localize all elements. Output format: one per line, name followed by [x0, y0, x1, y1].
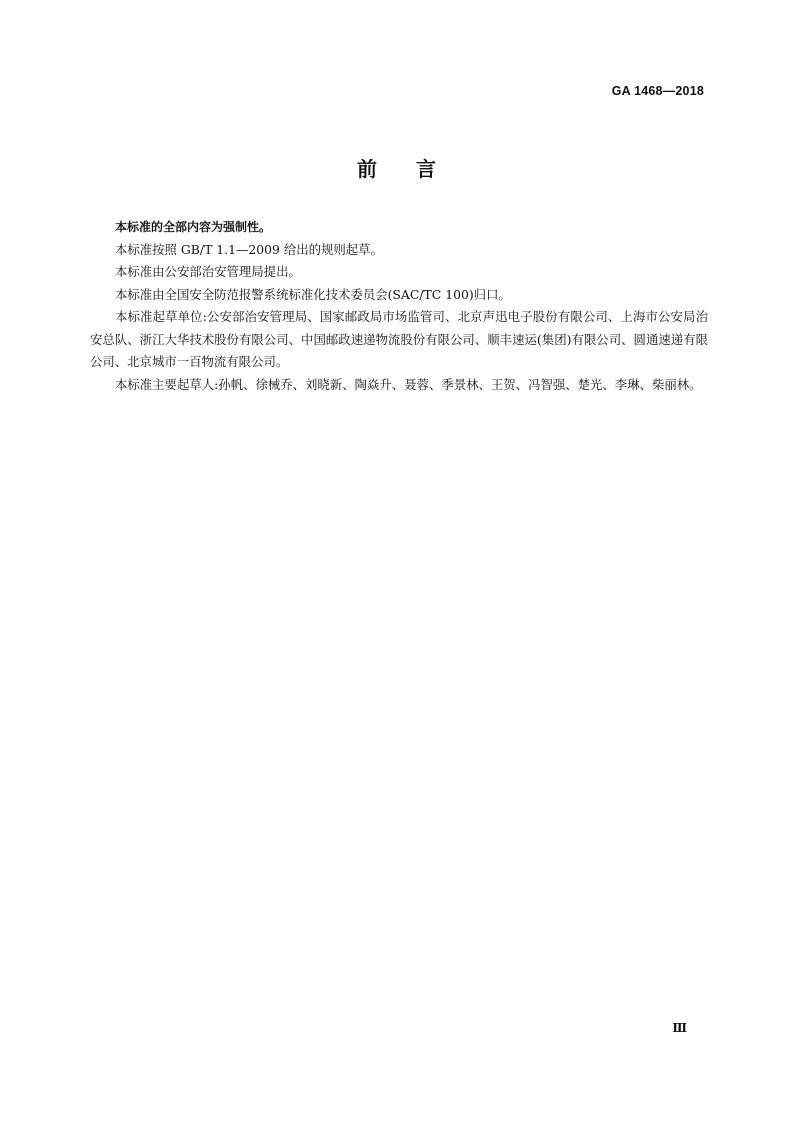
page-title — [0, 153, 794, 182]
drafting-units-statement: 本标准起草单位:公安部治安管理局、国家邮政局市场监管司、北京声迅电子股份有限公司、上海市公安局治安总队、浙江大华技术股份有限公司、中国邮政速递物流股份有限公司、顺丰速运(集团)有限公司、圆通速递有限公司、北京城市一百物流有限公司。 — [90, 309, 708, 369]
foreword-body — [90, 216, 708, 396]
page-title-char-2: 言 — [416, 157, 437, 181]
committee-statement: 本标准由全国安全防范报警系统标准化技术委员会(SAC/TC 100)归口。 — [115, 286, 511, 302]
drafting-rules-statement: 本标准按照 GB/T 1.1—2009 给出的规则起草。 — [115, 241, 383, 257]
page-number: Ⅲ — [672, 1021, 687, 1035]
mandatory-statement: 本标准的全部内容为强制性。 — [115, 220, 272, 234]
proposer-statement: 本标准由公安部治安管理局提出。 — [115, 264, 301, 279]
page-title-char-1: 前 — [357, 157, 378, 181]
standard-code: GA 1468—2018 — [611, 84, 704, 98]
drafters-statement: 本标准主要起草人:孙帆、徐械乔、刘晓新、陶焱升、聂蓉、季景林、王贺、冯智强、楚光、李琳、柴丽林。 — [115, 376, 702, 392]
